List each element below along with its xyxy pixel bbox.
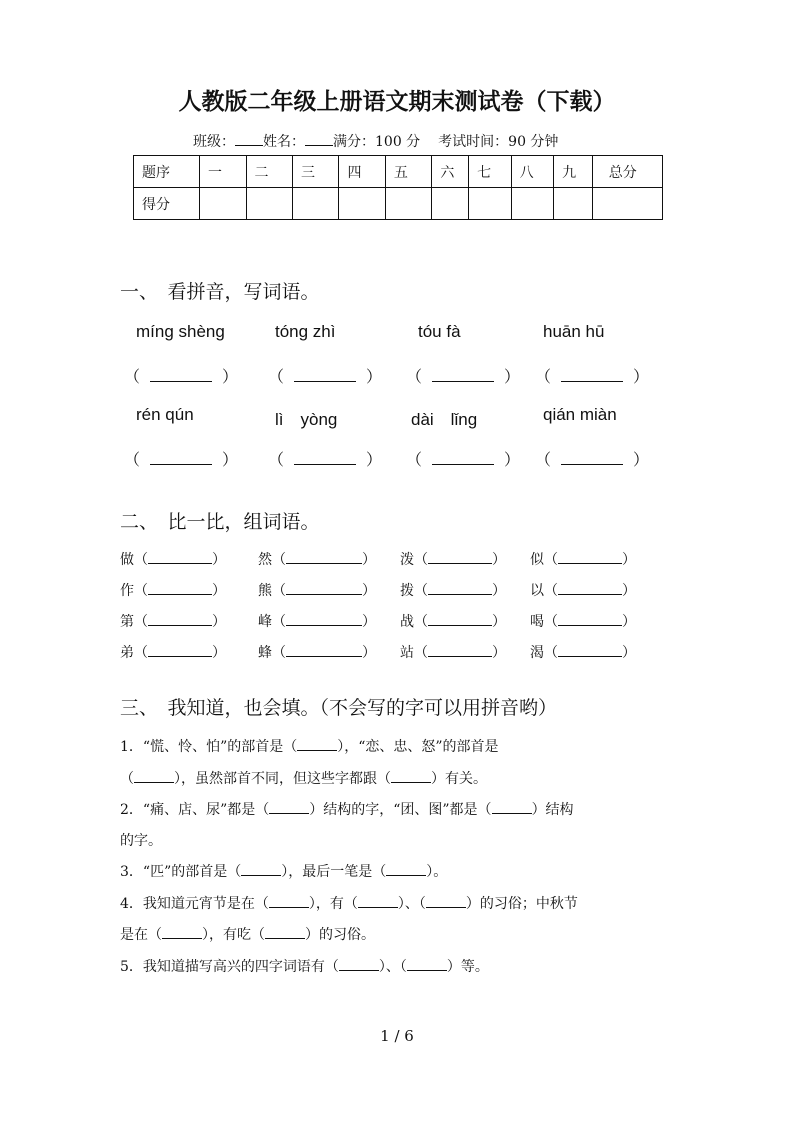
exam-time: 考试时间：90 分钟 [438, 134, 559, 150]
class-blank [235, 132, 263, 146]
question-1: 1．“慌、怜、怕”的部首是（ ），“恋、忠、怒”的部首是 [120, 739, 499, 755]
compare-item: 做（ ） [120, 552, 226, 568]
table-cell: 九 [554, 156, 593, 188]
exam-info [193, 131, 558, 151]
score-cell [385, 188, 431, 220]
table-cell: 五 [385, 156, 431, 188]
answer-bracket: （ ） [535, 452, 650, 469]
compare-item: 渴（ ） [530, 645, 636, 661]
pinyin-item: huān hū [543, 322, 605, 341]
table-cell: 总分 [592, 156, 662, 188]
question-4-cont: 是在（ ），有吃（ ）的习俗。 [120, 927, 375, 943]
question-2: 2．“痛、店、尿”都是（ ）结构的字，“团、图”都是（ ）结构 [120, 802, 574, 818]
question-3: 3．“匹”的部首是（ ），最后一笔是（ ）。 [120, 864, 448, 880]
table-cell: 得分 [134, 188, 200, 220]
answer-bracket: （ ） [268, 369, 383, 386]
table-cell: 题序 [134, 156, 200, 188]
compare-item: 作（ ） [120, 583, 226, 599]
compare-item: 喝（ ） [530, 614, 636, 630]
score-cell [246, 188, 292, 220]
compare-item: 第（ ） [120, 614, 226, 630]
table-cell: 三 [292, 156, 338, 188]
compare-item: 然（ ） [258, 552, 376, 568]
score-cell [432, 188, 469, 220]
score-table-header-row [134, 156, 663, 188]
class-label: 班级： [193, 134, 235, 150]
name-blank [305, 132, 333, 146]
table-cell: 一 [200, 156, 246, 188]
compare-item: 峰（ ） [258, 614, 376, 630]
score-cell [592, 188, 662, 220]
compare-item: 战（ ） [400, 614, 506, 630]
question-4: 4．我知道元宵节是在（ ），有（ ）、（ ）的习俗；中秋节 [120, 896, 578, 912]
question-1-cont: （ ），虽然部首不同，但这些字都跟（ ）有关。 [120, 771, 487, 787]
section-2-title: 二、 比一比，组词语。 [120, 511, 320, 533]
question-2-cont: 的字。 [120, 833, 162, 849]
table-cell: 八 [511, 156, 554, 188]
answer-bracket: （ ） [406, 452, 521, 469]
score-cell [469, 188, 512, 220]
table-cell: 二 [246, 156, 292, 188]
pinyin-item: míng shèng [136, 322, 225, 341]
pinyin-item: lì yòng [275, 410, 338, 429]
score-cell [292, 188, 338, 220]
table-cell: 六 [432, 156, 469, 188]
pinyin-item: rén qún [136, 405, 194, 424]
pinyin-item: tóng zhì [275, 322, 336, 341]
table-cell: 七 [469, 156, 512, 188]
compare-item: 弟（ ） [120, 645, 226, 661]
answer-bracket: （ ） [268, 452, 383, 469]
compare-item: 拨（ ） [400, 583, 506, 599]
score-cell [200, 188, 246, 220]
answer-bracket: （ ） [406, 369, 521, 386]
score-cell [339, 188, 385, 220]
page-number: 1 / 6 [380, 1027, 414, 1045]
answer-bracket: （ ） [124, 452, 239, 469]
compare-item: 熊（ ） [258, 583, 376, 599]
compare-item: 站（ ） [400, 645, 506, 661]
pinyin-item: dài lǐng [411, 410, 478, 429]
compare-item: 泼（ ） [400, 552, 506, 568]
page-title: 人教版二年级上册语文期末测试卷（下载） [178, 89, 616, 115]
score-table-score-row [134, 188, 663, 220]
name-label: 姓名： [263, 134, 305, 150]
table-cell: 四 [339, 156, 385, 188]
section-1-title: 一、 看拼音，写词语。 [120, 281, 320, 303]
answer-bracket: （ ） [535, 369, 650, 386]
pinyin-item: tóu fà [418, 322, 461, 341]
full-score: 满分：100 分 [333, 134, 421, 150]
compare-item: 似（ ） [530, 552, 636, 568]
section-3-title: 三、 我知道，也会填。（不会写的字可以用拼音哟） [120, 697, 558, 719]
score-cell [511, 188, 554, 220]
score-cell [554, 188, 593, 220]
pinyin-item: qián miàn [543, 405, 617, 424]
question-5: 5．我知道描写高兴的四字词语有（ ）、（ ）等。 [120, 959, 489, 975]
compare-item: 以（ ） [530, 583, 636, 599]
score-table [133, 155, 663, 220]
answer-bracket: （ ） [124, 369, 239, 386]
compare-item: 蜂（ ） [258, 645, 376, 661]
